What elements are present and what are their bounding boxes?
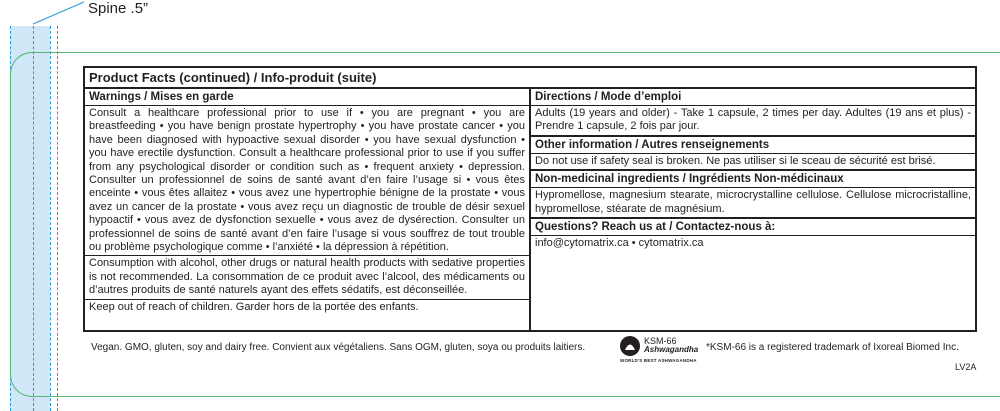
contact-text: info@cytomatrix.ca • cytomatrix.ca (535, 237, 704, 250)
spine-label: Spine .5” (88, 0, 149, 17)
warnings-column (85, 89, 531, 330)
ksm66-logo-tagline: WORLD'S BEST ASHWAGANDHA (620, 358, 697, 363)
children-warning-text: Keep out of reach of children. Garder hors de la portée des enfants. (85, 299, 529, 315)
nonmedicinal-heading: Non-medicinal ingredients / Ingrédients Non-médicinaux (531, 169, 975, 188)
sedative-warning-text: Consumption with alcohol, other drugs or natural health products with sedative properties is not recommended. La consommation de ce produit avec l’alcool, des médicaments ou d’autres produits de santé naturels ayant des effets sédatifs, est déconseillée. (85, 255, 529, 298)
info-column (531, 89, 975, 330)
panel-title: Product Facts (continued) / Info-produit (suite) (85, 68, 975, 89)
product-facts-panel (83, 66, 977, 332)
other-info-heading: Other information / Autres renseignements (531, 135, 975, 154)
ksm66-leaf-icon (620, 336, 640, 356)
questions-heading: Questions? Reach us at / Contactez-nous à: (531, 217, 975, 236)
ksm66-logo-name: Ashwagandha (644, 345, 699, 354)
version-code: LV2A (955, 362, 977, 372)
directions-text: Adults (19 years and older) - Take 1 capsule, 2 times per day. Adultes (19 ans et plus) - Prendre 1 capsule, 2 fois par jour. (535, 107, 971, 133)
trademark-notice: *KSM-66 is a registered trademark of Ixoreal Biomed Inc. (706, 342, 959, 353)
nonmedicinal-text: Hypromellose, magnesium stearate, microcrystalline cellulose. Cellulose microcristalline, hypromellose, stéarate de magnésium. (535, 189, 971, 215)
ksm66-logo (620, 334, 710, 364)
other-info-text: Do not use if safety seal is broken. Ne pas utiliser si le sceau de sécurité est brisé. (535, 154, 936, 167)
warnings-heading: Warnings / Mises en garde (85, 89, 529, 106)
warnings-text: Consult a healthcare professional prior to use if • you are pregnant • you are breastfeeding • you have benign prostate hypertrophy • you have prostate cancer • you have been diagnosed with hypoactive sexual disorder • you have sexual dysfunction • you have erectile dysfunction. Consult a healthcare professional prior to use if you suffer from any psychological disorder or condition such as • frequent anxiety • depression. Consulter un professionnel de soins de santé avant d’en faire l’usage si • vous êtes enceinte • vous êtes allaitez • vous avez une hypertrophie bénigne de la prostate • vous avez un cancer de la prostate • vous avez reçu un diagnostic de trouble de désir sexuel hypoactif • vous avez de dysfonction sexuelle • vous avez de dysérection. Consulter un professionnel de soins de santé avant d’en faire l’usage si vous souffrez de tout trouble ou problème psychologique comme • l’anxiété • la dépression à répétition. (89, 107, 525, 254)
dietary-statement: Vegan. GMO, gluten, soy and dairy free. Convient aux végétaliens. Sans OGM, gluten, soya ou produits laitiers. (91, 342, 586, 353)
directions-heading: Directions / Mode d’emploi (531, 89, 975, 106)
spine-leader-line (30, 0, 90, 26)
ksm66-logo-title: KSM-66 (644, 336, 677, 346)
